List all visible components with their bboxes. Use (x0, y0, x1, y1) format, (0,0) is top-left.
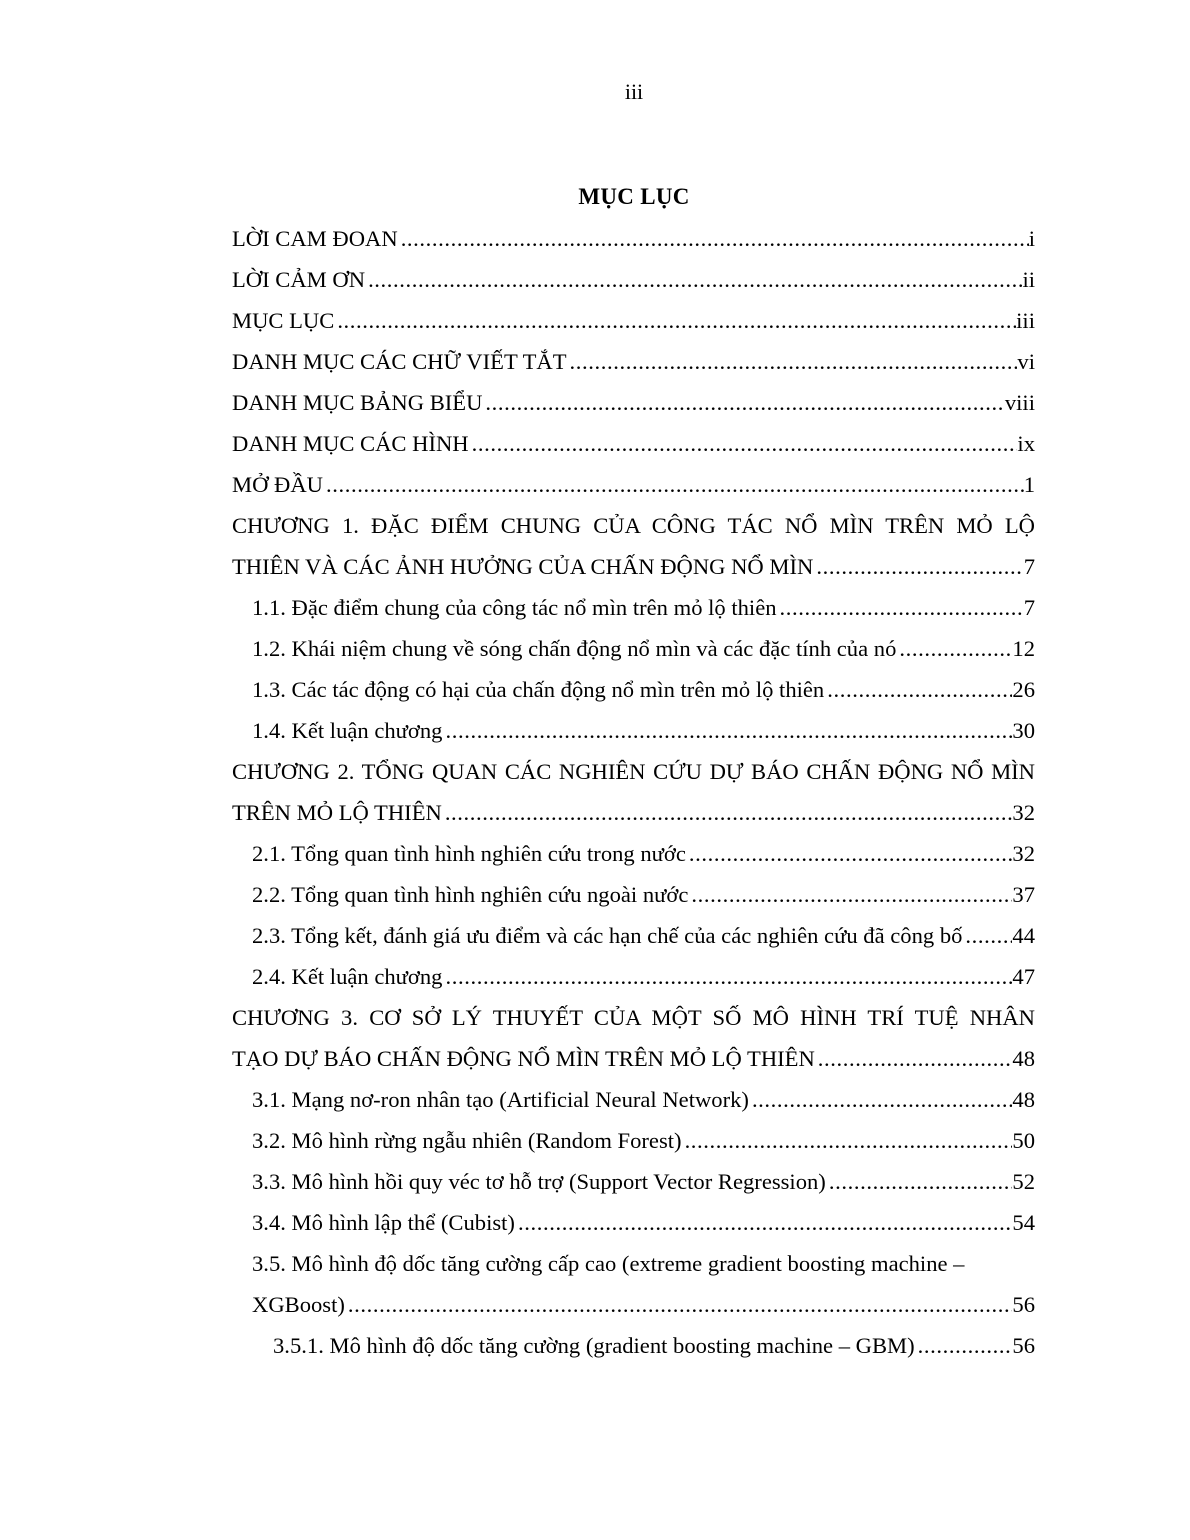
dot-leader (780, 587, 1024, 628)
toc-entry-chuong-1[interactable]: CHƯƠNG 1. ĐẶC ĐIỂM CHUNG CỦA CÔNG TÁC NỔ MÌN TRÊN MỎ LỘ THIÊN VÀ CÁC ẢNH HƯỞNG CỦA CHẤN ĐỘNG NỔ MÌN ..... 7 (232, 505, 1035, 587)
dot-leader (899, 628, 1012, 669)
toc-entry-1-2[interactable]: 1.2. Khái niệm chung về sóng chấn động nổ mìn và các đặc tính của nó ..... 12 (232, 628, 1035, 669)
dot-leader (685, 1120, 1013, 1161)
dot-leader (348, 1284, 1013, 1325)
page-number: iii (624, 79, 644, 104)
dot-leader (816, 546, 1023, 587)
toc-entry-muc-luc[interactable]: MỤC LỤC ..... iii (232, 300, 1035, 341)
dot-leader (691, 874, 1012, 915)
toc-entry-1-4[interactable]: 1.4. Kết luận chương ..... 30 (232, 710, 1035, 751)
dot-leader (827, 669, 1012, 710)
toc-entry-3-3[interactable]: 3.3. Mô hình hồi quy véc tơ hỗ trợ (Support Vector Regression) ..... 52 (232, 1161, 1035, 1202)
toc-entry-2-2[interactable]: 2.2. Tổng quan tình hình nghiên cứu ngoài nước ..... 37 (232, 874, 1035, 915)
dot-leader (518, 1202, 1012, 1243)
toc-entry-cac-hinh[interactable]: DANH MỤC CÁC HÌNH ..... ix (232, 423, 1035, 464)
toc-entry-chu-viet-tat[interactable]: DANH MỤC CÁC CHỮ VIẾT TẮT ..... vi (232, 341, 1035, 382)
dot-leader (472, 423, 1018, 464)
dot-leader (829, 1161, 1013, 1202)
dot-leader (445, 956, 1012, 997)
toc-entry-line: CHƯƠNG 2. TỔNG QUAN CÁC NGHIÊN CỨU DỰ BÁO CHẤN ĐỘNG NỔ MÌN (232, 759, 1035, 784)
dot-leader (445, 710, 1012, 751)
toc-entry-line: CHƯƠNG 1. ĐẶC ĐIỂM CHUNG CỦA CÔNG TÁC NỔ MÌN TRÊN MỎ LỘ (232, 513, 1035, 538)
dot-leader (918, 1325, 1013, 1366)
toc-entry-3-1[interactable]: 3.1. Mạng nơ-ron nhân tạo (Artificial Neural Network) ..... 48 (232, 1079, 1035, 1120)
toc-entry-chuong-3[interactable]: CHƯƠNG 3. CƠ SỞ LÝ THUYẾT CỦA MỘT SỐ MÔ HÌNH TRÍ TUỆ NHÂN TẠO DỰ BÁO CHẤN ĐỘNG NỔ MÌN TRÊN MỎ LỘ THIÊN ..... 48 (232, 997, 1035, 1079)
dot-leader (368, 259, 1022, 300)
toc-entry-3-4[interactable]: 3.4. Mô hình lập thể (Cubist) ..... 54 (232, 1202, 1035, 1243)
toc-entry-line: CHƯƠNG 3. CƠ SỞ LÝ THUYẾT CỦA MỘT SỐ MÔ HÌNH TRÍ TUỆ NHÂN (232, 1005, 1035, 1030)
toc-entry-2-3[interactable]: 2.3. Tổng kết, đánh giá ưu điểm và các hạn chế của các nghiên cứu đã công bố ..... 44 (232, 915, 1035, 956)
dot-leader (689, 833, 1013, 874)
toc-entry-2-1[interactable]: 2.1. Tổng quan tình hình nghiên cứu trong nước ..... 32 (232, 833, 1035, 874)
toc-title: MỤC LỤC (578, 184, 690, 209)
dot-leader (337, 300, 1016, 341)
dot-leader (485, 382, 1004, 423)
dot-leader (965, 915, 1012, 956)
toc-entry-mo-dau[interactable]: MỞ ĐẦU ..... 1 (232, 464, 1035, 505)
dot-leader (326, 464, 1024, 505)
toc-entry-3-5-1[interactable]: 3.5.1. Mô hình độ dốc tăng cường (gradient boosting machine – GBM) ..... 56 (232, 1325, 1035, 1366)
toc-entry-3-5[interactable]: 3.5. Mô hình độ dốc tăng cường cấp cao (extreme gradient boosting machine – XGBoost) ..... 56 (232, 1243, 1035, 1325)
dot-leader (401, 218, 1029, 259)
toc-entry-loi-cam-doan[interactable]: LỜI CAM ĐOAN ..... i (232, 218, 1035, 259)
toc-entry-2-4[interactable]: 2.4. Kết luận chương ..... 47 (232, 956, 1035, 997)
toc-entry-bang-bieu[interactable]: DANH MỤC BẢNG BIỂU ..... viii (232, 382, 1035, 423)
toc-entry-1-1[interactable]: 1.1. Đặc điểm chung của công tác nổ mìn trên mỏ lộ thiên ..... 7 (232, 587, 1035, 628)
toc-entry-3-2[interactable]: 3.2. Mô hình rừng ngẫu nhiên (Random Forest) ..... 50 (232, 1120, 1035, 1161)
table-of-contents (232, 218, 1035, 1366)
toc-entry-chuong-2[interactable]: CHƯƠNG 2. TỔNG QUAN CÁC NGHIÊN CỨU DỰ BÁO CHẤN ĐỘNG NỔ MÌN TRÊN MỎ LỘ THIÊN ..... 32 (232, 751, 1035, 833)
toc-entry-1-3[interactable]: 1.3. Các tác động có hại của chấn động nổ mìn trên mỏ lộ thiên ..... 26 (232, 669, 1035, 710)
toc-entry-loi-cam-on[interactable]: LỜI CẢM ƠN ..... ii (232, 259, 1035, 300)
dot-leader (445, 792, 1013, 833)
dot-leader (752, 1079, 1012, 1120)
toc-entry-line: 3.5. Mô hình độ dốc tăng cường cấp cao (extreme gradient boosting machine – (252, 1251, 965, 1276)
dot-leader (570, 341, 1018, 382)
dot-leader (818, 1038, 1013, 1079)
